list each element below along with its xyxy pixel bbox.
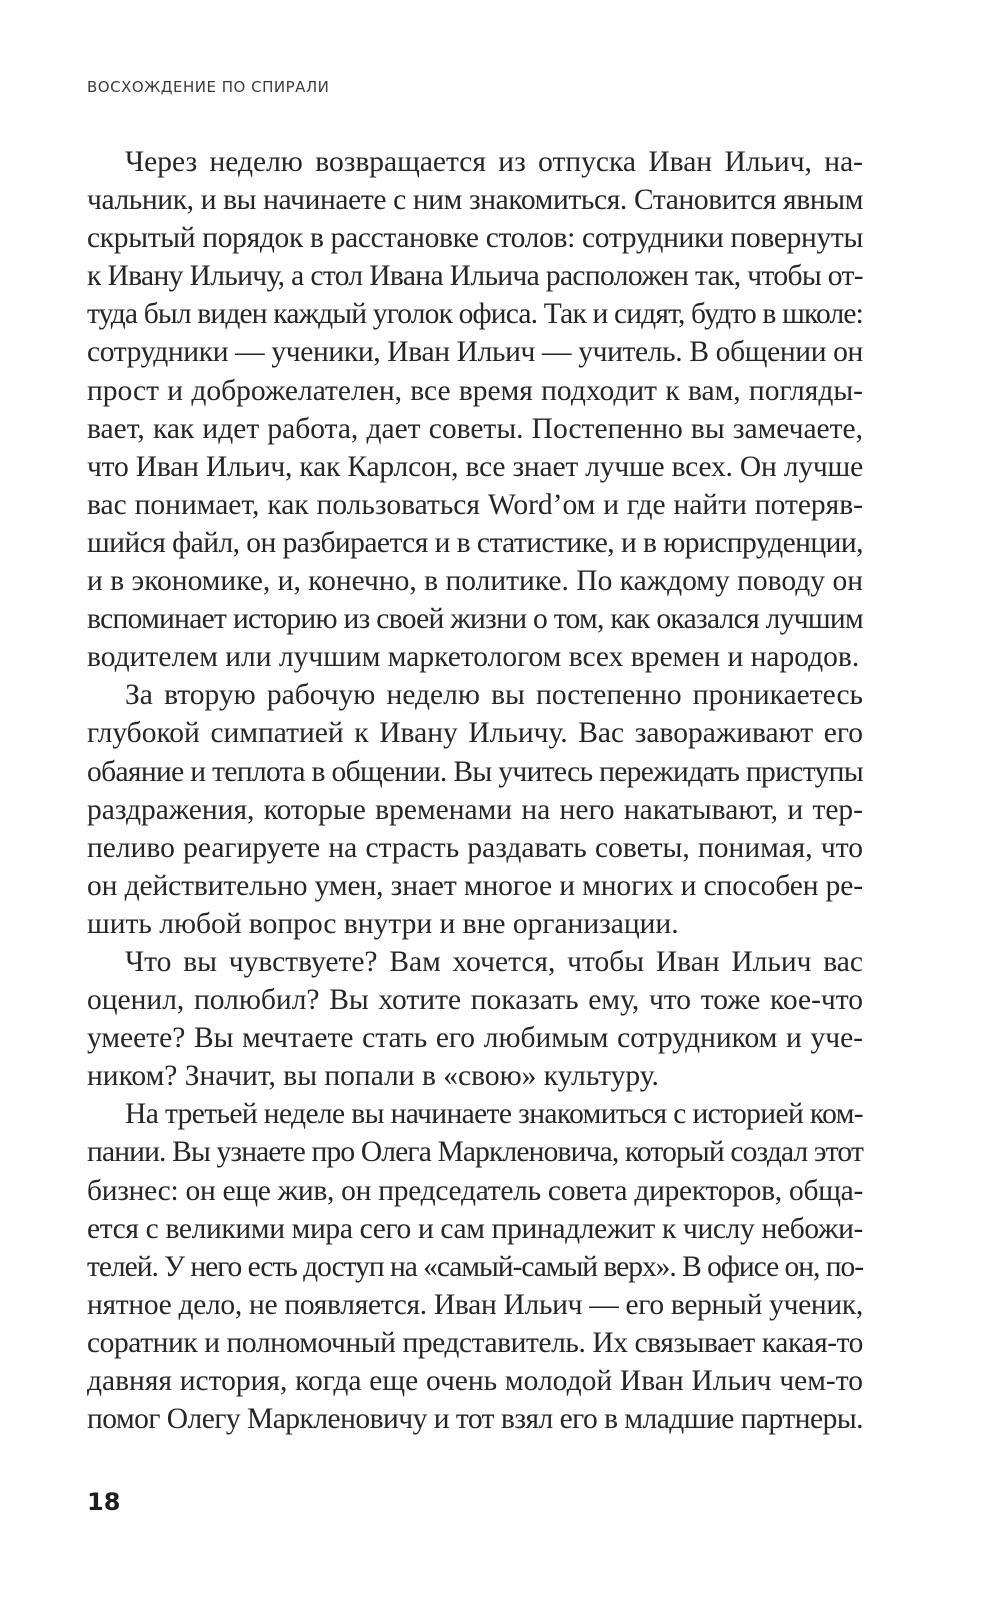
text-line: чальник, и вы начинаете с ним знакомиться. Становится явным bbox=[87, 184, 863, 217]
text-line: телей. У него есть доступ на «самый-самый верх». В офисе он, по- bbox=[87, 1250, 863, 1283]
text-line: Через неделю возвращается из отпуска Иван Ильич, на- bbox=[125, 146, 863, 178]
text-line: вас понимает, как пользоваться Word’ом и где найти потеряв- bbox=[87, 488, 863, 521]
text-line: соратник и полномочный представитель. Их связывает какая-то bbox=[87, 1326, 863, 1359]
text-line: к Ивану Ильичу, а стол Ивана Ильича расположен так, чтобы от- bbox=[87, 260, 863, 293]
text-line: обаяние и теплота в общении. Вы учитесь пережидать приступы bbox=[87, 755, 863, 788]
text-line: раздражения, которые временами на него накатывают, и тер- bbox=[87, 793, 863, 826]
text-line: давняя история, когда еще очень молодой Иван Ильич чем-то bbox=[87, 1365, 863, 1397]
text-line: пании. Вы узнаете про Олега Маркленовича, который создал этот bbox=[87, 1136, 863, 1169]
running-head: ВОСХОЖДЕНИЕ ПО СПИРАЛИ bbox=[87, 78, 330, 96]
text-line: ется с великими мира сего и сам принадлежит к числу небожи- bbox=[87, 1212, 863, 1245]
text-line: скрытый порядок в расстановке столов: сотрудники повернуты bbox=[87, 222, 863, 255]
text-line: нятное дело, не появляется. Иван Ильич — его верный ученик, bbox=[87, 1288, 863, 1321]
body-text bbox=[87, 143, 863, 1438]
text-line: глубокой симпатией к Ивану Ильичу. Вас завораживают его bbox=[87, 717, 863, 750]
page-number: 18 bbox=[87, 1488, 121, 1516]
text-line: Что вы чувствуете? Вам хочется, чтобы Иван Ильич вас bbox=[125, 945, 863, 978]
text-line: оценил, полюбил? Вы хотите показать ему, что тоже кое-что bbox=[87, 984, 863, 1017]
text-line: прост и доброжелателен, все время подходит к вам, погляды- bbox=[87, 374, 863, 407]
text-line: На третьей неделе вы начинаете знакомиться с историей ком- bbox=[125, 1098, 863, 1131]
text-line: бизнес: он еще жив, он председатель совета директоров, обща- bbox=[87, 1174, 863, 1207]
paragraph bbox=[87, 676, 863, 943]
text-line: вспоминает историю из своей жизни о том, как оказался лучшим bbox=[87, 603, 863, 636]
text-line: шийся файл, он разбирается и в статистике, и в юриспруденции, bbox=[87, 526, 863, 559]
text-line: шить любой вопрос внутри и вне организации. bbox=[87, 907, 679, 940]
text-line: За вторую рабочую неделю вы постепенно проникаетесь bbox=[125, 679, 863, 712]
paragraph bbox=[87, 143, 863, 676]
text-line: помог Олегу Маркленовичу и тот взял его в младшие партнеры. bbox=[87, 1403, 863, 1436]
text-line: он действительно умен, знает многое и многих и способен ре- bbox=[87, 869, 863, 902]
text-line: вает, как идет работа, дает советы. Постепенно вы замечаете, bbox=[87, 412, 863, 445]
text-line: сотрудники — ученики, Иван Ильич — учитель. В общении он bbox=[87, 336, 863, 369]
text-line: и в экономике, и, конечно, в политике. По каждому поводу он bbox=[87, 565, 863, 598]
paragraph bbox=[87, 1095, 863, 1438]
text-line: туда был виден каждый уголок офиса. Так и сидят, будто в школе: bbox=[87, 298, 863, 331]
paragraph bbox=[87, 943, 863, 1095]
text-line: пеливо реагируете на страсть раздавать советы, понимая, что bbox=[87, 831, 863, 864]
text-line: водителем или лучшим маркетологом всех времен и народов. bbox=[87, 641, 860, 674]
text-line: умеете? Вы мечтаете стать его любимым сотрудником и уче- bbox=[87, 1022, 863, 1055]
text-line: ником? Значит, вы попали в «свою» культуру. bbox=[87, 1060, 659, 1093]
text-line: что Иван Ильич, как Карлсон, все знает лучше всех. Он лучше bbox=[87, 450, 863, 483]
